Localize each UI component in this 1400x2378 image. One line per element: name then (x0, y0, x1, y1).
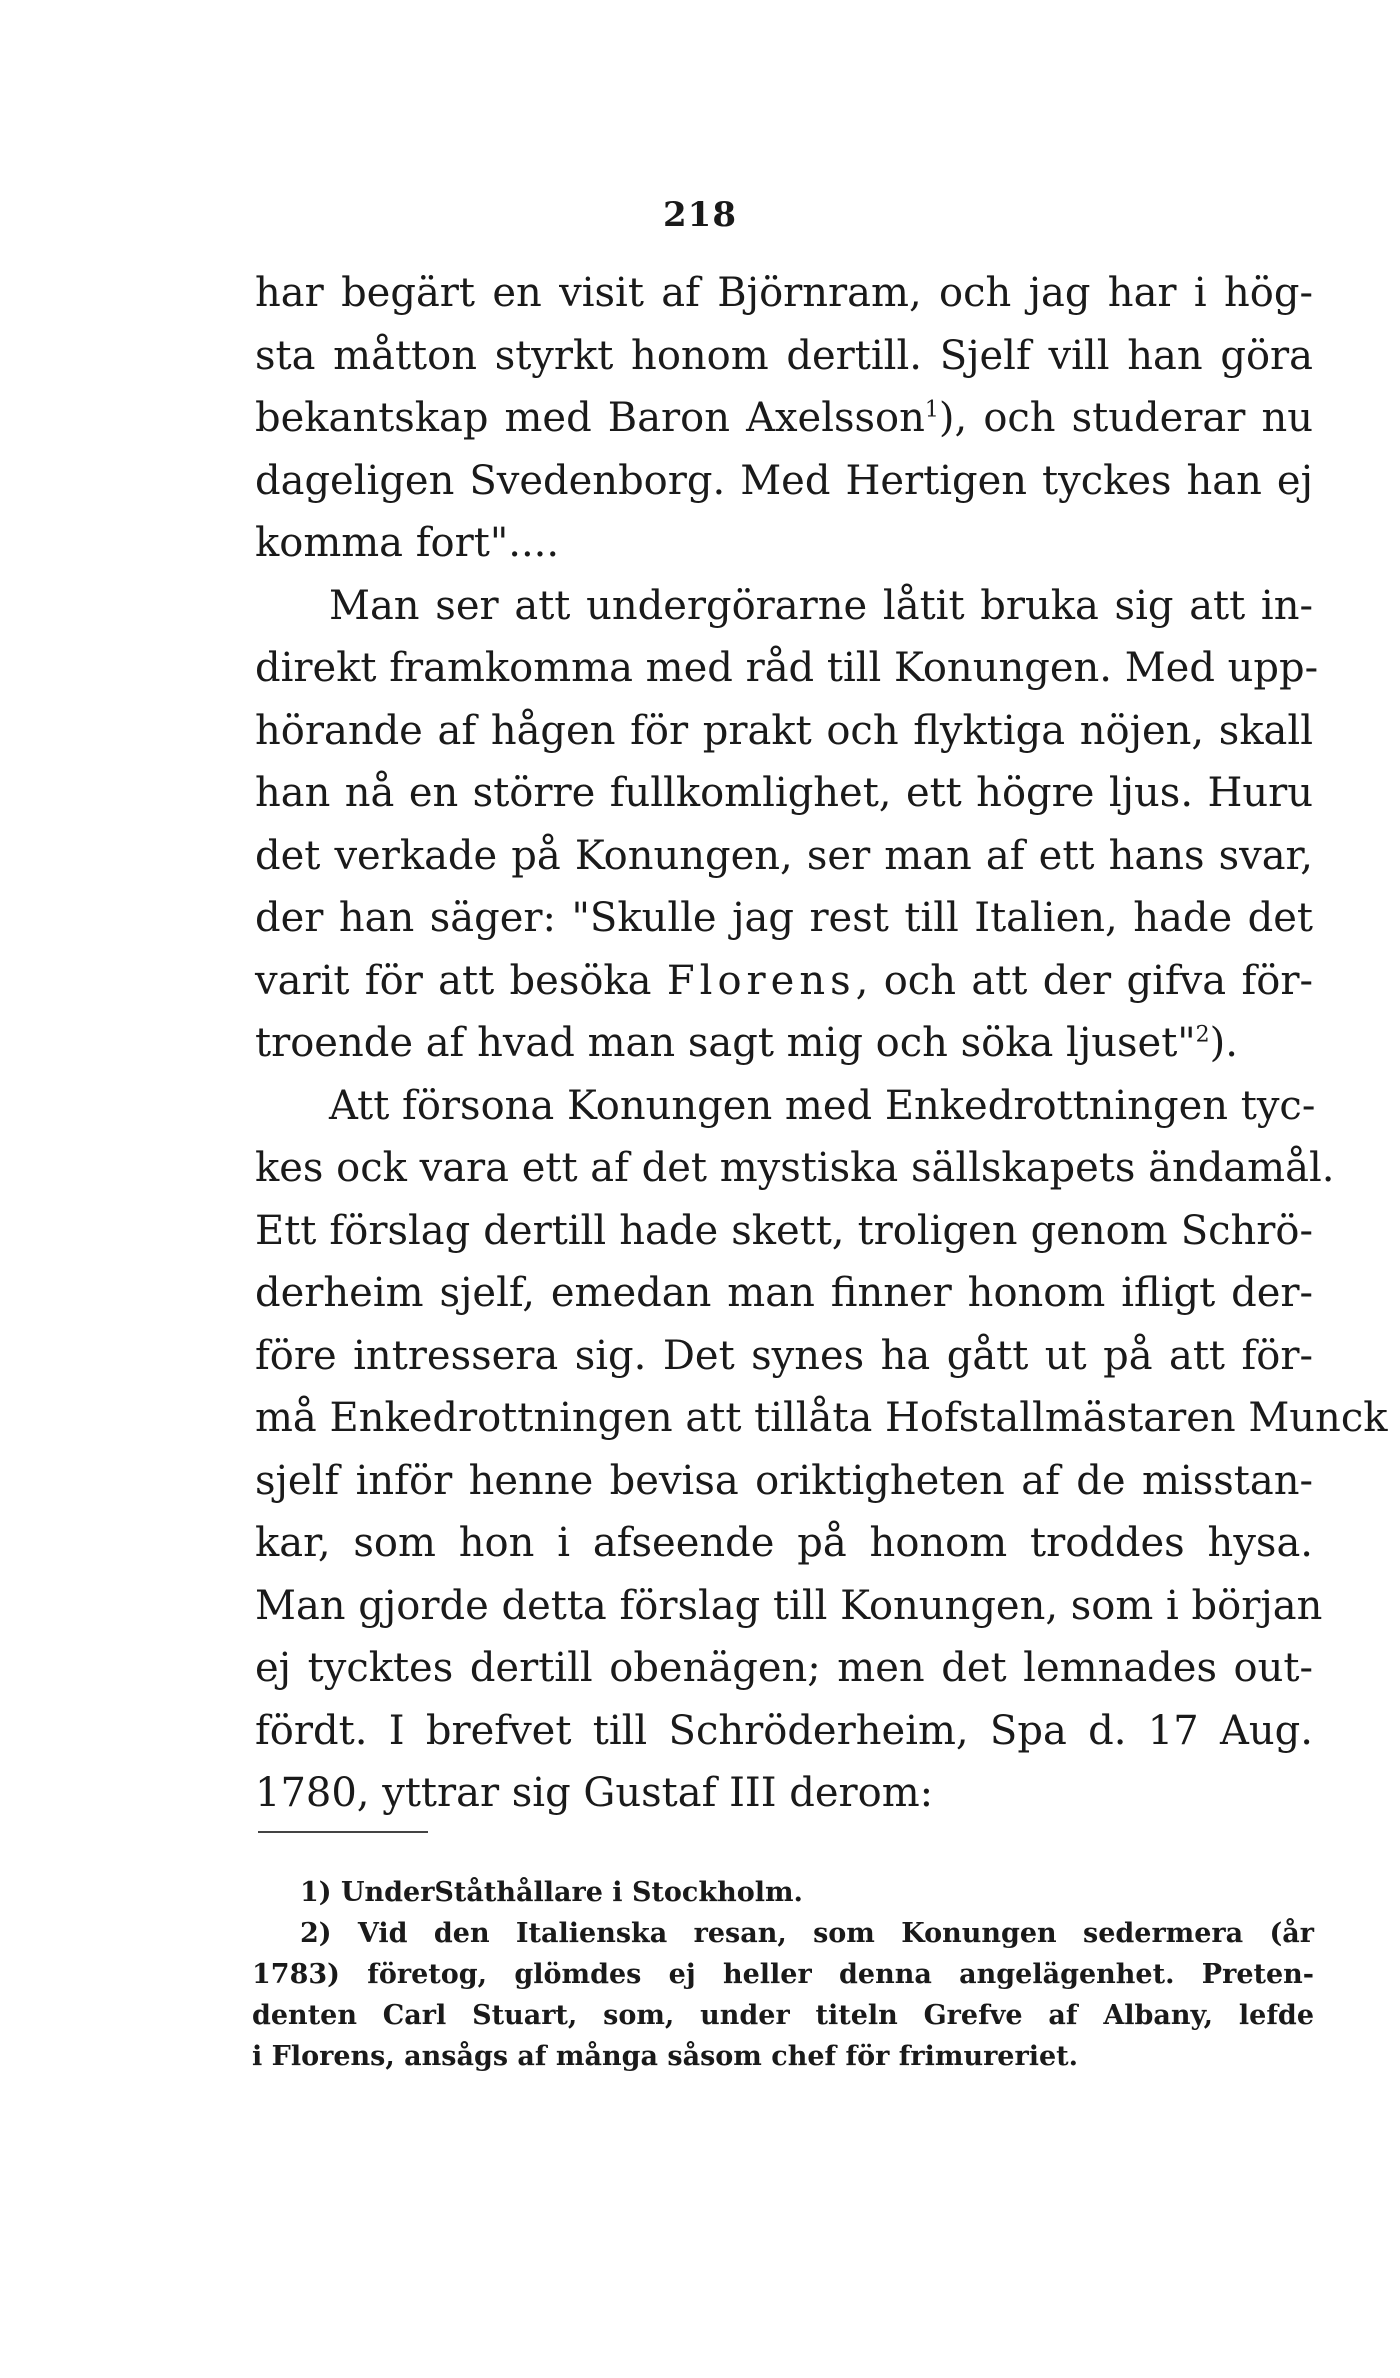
text-line-19: må Enkedrottningen att tillåta Hofstallmästaren Munck (255, 1395, 1388, 1441)
text-line-10: det verkade på Konungen, ser man af ett hans svar, (255, 832, 1313, 879)
text-line-9: han nå en större fullkomlighet, ett högre ljus. Huru (255, 770, 1313, 816)
text-line-6: Man ser att undergörarne låtit bruka sig att in- (329, 582, 1313, 629)
text-line-12: varit för att besöka Florens, och att der gifva för- (255, 957, 1313, 1004)
text-line-8: hörande af hågen för prakt och flyktiga nöjen, skall (255, 707, 1313, 754)
footnote-2-marker: 2) (300, 1918, 332, 1949)
text-line-11: der han säger: "Skulle jag rest till Italien, hade det (255, 895, 1313, 941)
text-line-14: Att försona Konungen med Enkedrottningen tyc- (329, 1082, 1316, 1129)
text-line-17: derheim sjelf, emedan man finner honom ifligt der- (255, 1270, 1313, 1316)
footnote-2-line-4: i Florens, ansågs af många såsom chef för frimureriet. (252, 2041, 1079, 2072)
text-line-13: troende af hvad man sagt mig och söka ljuset"$^2$). (255, 1020, 1238, 1066)
text-line-21: kar, som hon i afseende på honom troddes hysa. (255, 1520, 1313, 1566)
text-line-23: ej tycktes dertill obenägen; men det lemnades out- (255, 1645, 1313, 1691)
text-line-4: dageligen Svedenborg. Med Hertigen tyckes han ej (255, 457, 1313, 504)
footnotes (252, 1872, 1314, 2077)
text-line-22: Man gjorde detta förslag till Konungen, som i början (255, 1582, 1323, 1629)
text-line-15: kes ock vara ett af det mystiska sällskapets ändamål. (255, 1145, 1335, 1191)
text-line-5: komma fort".... (255, 520, 560, 566)
text-line-18: före intressera sig. Det synes ha gått ut på att för- (255, 1332, 1313, 1379)
footnote-ref-2: 2 (1195, 1022, 1210, 1048)
footnote-1 (252, 1872, 1314, 1913)
text-line-3: bekantskap med Baron Axelsson$^1$), och studerar nu (255, 395, 1313, 441)
emphasis-florens: Florens (666, 957, 856, 1004)
footnote-ref-1: 1 (924, 397, 939, 423)
footnote-1-marker: 1) (300, 1877, 332, 1908)
footnote-2-line-3: denten Carl Stuart, som, under titeln Grefve af Albany, lefde (252, 2000, 1314, 2031)
text-line-7: direkt framkomma med råd till Konungen. Med upp- (255, 645, 1319, 691)
text-line-1: har begärt en visit af Björnram, och jag har i hög- (255, 270, 1313, 316)
body-text (255, 262, 1388, 1825)
text-line-20: sjelf inför henne bevisa oriktigheten af de misstan- (255, 1457, 1313, 1504)
text-line-2: sta måtton styrkt honom dertill. Sjelf vill han göra (255, 332, 1313, 379)
page-number: 218 (663, 195, 737, 235)
footnote-2-line-1: 2) Vid den Italienska resan, som Konungen sedermera (år (300, 1918, 1314, 1949)
footnote-1-text: UnderStåthållare i Stockholm. (340, 1877, 803, 1908)
text-line-16: Ett förslag dertill hade skett, troligen genom Schrö- (255, 1207, 1313, 1254)
text-line-24: fördt. I brefvet till Schröderheim, Spa d. 17 Aug. (255, 1707, 1313, 1754)
footnote-2-line-2: 1783) företog, glömdes ej heller denna angelägenhet. Preten- (252, 1959, 1314, 1990)
footnote-divider (258, 1831, 428, 1833)
text-line-25: 1780, yttrar sig Gustaf III derom: (255, 1770, 934, 1816)
